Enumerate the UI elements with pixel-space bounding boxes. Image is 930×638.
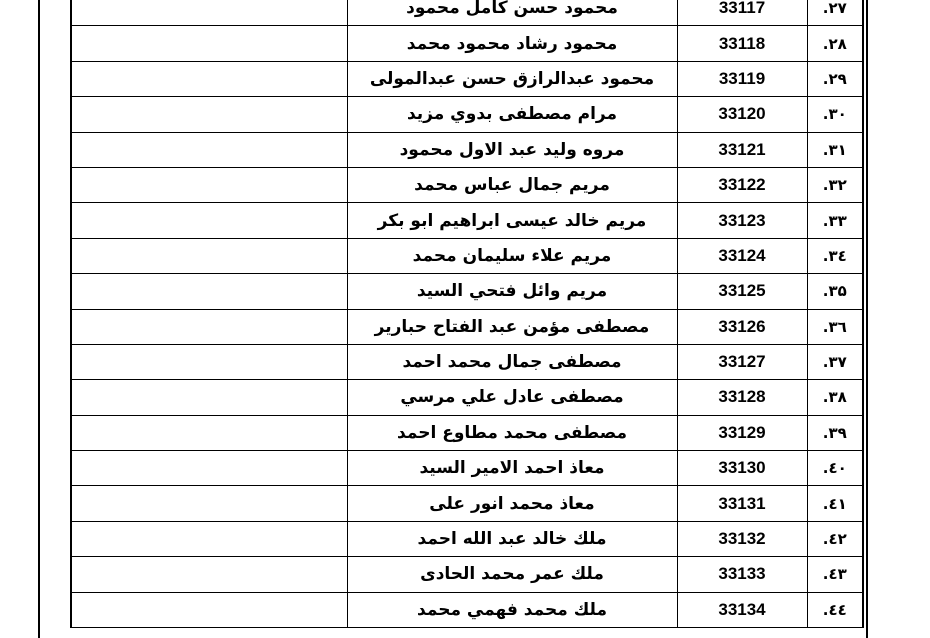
table-row xyxy=(71,61,863,96)
seat-number-cell: 33125 xyxy=(677,274,807,309)
notes-cell xyxy=(71,26,347,61)
student-name-cell: مريم خالد عيسى ابراهيم ابو بكر xyxy=(347,203,677,238)
notes-cell xyxy=(71,380,347,415)
student-name-cell: ملك عمر محمد الحادى xyxy=(347,557,677,592)
table-row xyxy=(71,486,863,521)
seat-number-cell: 33129 xyxy=(677,415,807,450)
student-name-cell: ملك محمد فهمي محمد xyxy=(347,592,677,627)
student-list-table xyxy=(70,0,864,628)
table-body xyxy=(71,0,863,628)
seat-number-cell: 33124 xyxy=(677,238,807,273)
table-row xyxy=(71,557,863,592)
notes-cell xyxy=(71,451,347,486)
student-name-cell: مرام مصطفى بدوي مزيد xyxy=(347,97,677,132)
table-row xyxy=(71,415,863,450)
seat-number-cell: 33130 xyxy=(677,451,807,486)
table-row xyxy=(71,167,863,202)
notes-cell xyxy=(71,167,347,202)
notes-cell xyxy=(71,309,347,344)
notes-cell xyxy=(71,238,347,273)
notes-cell xyxy=(71,415,347,450)
notes-cell xyxy=(71,274,347,309)
student-name-cell: محمود عبدالرازق حسن عبدالمولى xyxy=(347,61,677,96)
notes-cell xyxy=(71,97,347,132)
seat-number-cell: 33126 xyxy=(677,309,807,344)
student-name-cell: معاذ محمد انور على xyxy=(347,486,677,521)
student-name-cell: معاذ احمد الامير السيد xyxy=(347,451,677,486)
row-index-cell: ۳۱. xyxy=(807,132,863,167)
student-name-cell: مصطفى عادل علي مرسي xyxy=(347,380,677,415)
notes-cell xyxy=(71,486,347,521)
seat-number-cell: 33121 xyxy=(677,132,807,167)
row-index-cell: ٤۱. xyxy=(807,486,863,521)
table-row xyxy=(71,132,863,167)
student-name-cell: مريم علاء سليمان محمد xyxy=(347,238,677,273)
notes-cell xyxy=(71,557,347,592)
student-name-cell: مروه وليد عبد الاول محمود xyxy=(347,132,677,167)
row-index-cell: ۲۸. xyxy=(807,26,863,61)
row-index-cell: ٤۳. xyxy=(807,557,863,592)
seat-number-cell: 33117 xyxy=(677,0,807,26)
student-name-cell: مريم وائل فتحي السيد xyxy=(347,274,677,309)
row-index-cell: ٤۰. xyxy=(807,451,863,486)
table-row xyxy=(71,380,863,415)
student-name-cell: محمود حسن كامل محمود xyxy=(347,0,677,26)
table-row xyxy=(71,203,863,238)
table-row xyxy=(71,97,863,132)
student-name-cell: مصطفى مؤمن عبد الفتاح حبارير xyxy=(347,309,677,344)
notes-cell xyxy=(71,521,347,556)
notes-cell xyxy=(71,344,347,379)
row-index-cell: ۳۵. xyxy=(807,274,863,309)
seat-number-cell: 33133 xyxy=(677,557,807,592)
row-index-cell: ۳٤. xyxy=(807,238,863,273)
table-row xyxy=(71,26,863,61)
row-index-cell: ٤۲. xyxy=(807,521,863,556)
row-index-cell: ۳۲. xyxy=(807,167,863,202)
row-index-cell: ۳۳. xyxy=(807,203,863,238)
seat-number-cell: 33127 xyxy=(677,344,807,379)
seat-number-cell: 33118 xyxy=(677,26,807,61)
seat-number-cell: 33132 xyxy=(677,521,807,556)
student-name-cell: مصطفى جمال محمد احمد xyxy=(347,344,677,379)
seat-number-cell: 33120 xyxy=(677,97,807,132)
row-index-cell: ۲۹. xyxy=(807,61,863,96)
student-name-cell: مصطفى محمد مطاوع احمد xyxy=(347,415,677,450)
notes-cell xyxy=(71,61,347,96)
table-row xyxy=(71,344,863,379)
row-index-cell: ۲۷. xyxy=(807,0,863,26)
seat-number-cell: 33122 xyxy=(677,167,807,202)
student-name-cell: مريم جمال عباس محمد xyxy=(347,167,677,202)
row-index-cell: ۳۰. xyxy=(807,97,863,132)
student-name-cell: محمود رشاد محمود محمد xyxy=(347,26,677,61)
table-row xyxy=(71,521,863,556)
table-row xyxy=(71,274,863,309)
row-index-cell: ۳۷. xyxy=(807,344,863,379)
table-row xyxy=(71,592,863,627)
seat-number-cell: 33134 xyxy=(677,592,807,627)
seat-number-cell: 33131 xyxy=(677,486,807,521)
table-row xyxy=(71,0,863,26)
seat-number-cell: 33128 xyxy=(677,380,807,415)
table-row xyxy=(71,238,863,273)
seat-number-cell: 33119 xyxy=(677,61,807,96)
row-index-cell: ۳٦. xyxy=(807,309,863,344)
notes-cell xyxy=(71,132,347,167)
notes-cell xyxy=(71,592,347,627)
row-index-cell: ٤٤. xyxy=(807,592,863,627)
seat-number-cell: 33123 xyxy=(677,203,807,238)
table-row xyxy=(71,451,863,486)
notes-cell xyxy=(71,203,347,238)
table-row xyxy=(71,309,863,344)
row-index-cell: ۳۸. xyxy=(807,380,863,415)
row-index-cell: ۳۹. xyxy=(807,415,863,450)
student-name-cell: ملك خالد عبد الله احمد xyxy=(347,521,677,556)
notes-cell xyxy=(71,0,347,26)
